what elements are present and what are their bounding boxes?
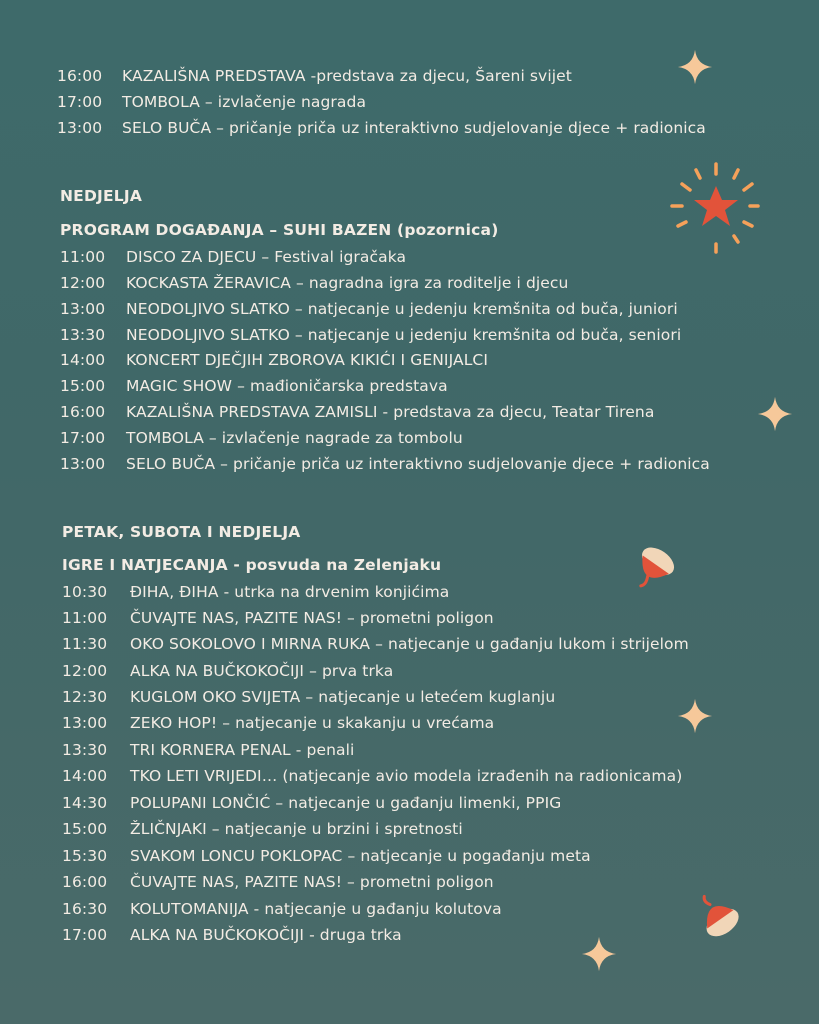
day-heading: NEDJELJA — [60, 187, 143, 205]
event-time: 16:00 — [60, 403, 106, 421]
event-time: 13:00 — [62, 714, 108, 732]
event-time: 12:00 — [60, 274, 106, 292]
event-text: DISCO ZA DJECU – Festival igračaka — [126, 248, 407, 266]
event-text: TRI KORNERA PENAL - penali — [130, 741, 355, 759]
event-text: KAZALIŠNA PREDSTAVA -predstava za djecu, Šareni svijet — [122, 67, 572, 85]
event-time: 17:00 — [57, 93, 103, 111]
burst-star-icon — [662, 160, 770, 264]
event-text: KAZALIŠNA PREDSTAVA ZAMISLI - predstava za djecu, Teatar Tirena — [126, 403, 655, 421]
event-text: TKO LETI VRIJEDI… (natjecanje avio modela izrađenih na radionicama) — [130, 767, 683, 785]
acorn-icon — [692, 888, 744, 944]
event-time: 15:00 — [60, 377, 106, 395]
event-text: KUGLOM OKO SVIJETA – natjecanje u letećem kuglanju — [130, 688, 556, 706]
event-text: ĐIHA, ĐIHA - utrka na drvenim konjićima — [130, 583, 450, 601]
event-time: 13:30 — [62, 741, 108, 759]
event-text: ČUVAJTE NAS, PAZITE NAS! – prometni poligon — [130, 609, 494, 627]
sparkle-icon — [676, 48, 714, 86]
event-text: ALKA NA BUČKOKOČIJI – prva trka — [130, 662, 394, 680]
event-text: SELO BUČA – pričanje priča uz interaktivno sudjelovanje djece + radionica — [122, 119, 706, 137]
sparkle-icon — [676, 697, 714, 735]
event-text: NEODOLJIVO SLATKO – natjecanje u jedenju kremšnita od buča, seniori — [126, 326, 682, 344]
event-time: 16:00 — [62, 873, 108, 891]
event-time: 15:00 — [62, 820, 108, 838]
event-time: 16:30 — [62, 900, 108, 918]
event-time: 12:00 — [62, 662, 108, 680]
event-time: 10:30 — [62, 583, 108, 601]
event-time: 11:00 — [62, 609, 108, 627]
day-heading: PETAK, SUBOTA I NEDJELJA — [62, 523, 301, 541]
event-time: 14:30 — [62, 794, 108, 812]
sparkle-icon — [580, 935, 618, 973]
event-time: 16:00 — [57, 67, 103, 85]
event-time: 13:00 — [60, 455, 106, 473]
event-text: KONCERT DJEČJIH ZBOROVA KIKIĆI I GENIJALCI — [126, 351, 489, 369]
event-time: 12:30 — [62, 688, 108, 706]
event-time: 13:30 — [60, 326, 106, 344]
event-time: 11:00 — [60, 248, 106, 266]
program-subtitle: IGRE I NATJECANJA - posvuda na Zelenjaku — [62, 556, 442, 574]
event-time: 11:30 — [62, 635, 108, 653]
event-text: SELO BUČA – pričanje priča uz interaktivno sudjelovanje djece + radionica — [126, 455, 710, 473]
event-text: ČUVAJTE NAS, PAZITE NAS! – prometni poligon — [130, 873, 494, 891]
event-time: 14:00 — [62, 767, 108, 785]
event-text: KOCKASTA ŽERAVICA – nagradna igra za roditelje i djecu — [126, 274, 569, 292]
event-text: KOLUTOMANIJA - natjecanje u gađanju kolutova — [130, 900, 502, 918]
event-text: MAGIC SHOW – mađioničarska predstava — [126, 377, 448, 395]
event-time: 17:00 — [62, 926, 108, 944]
sparkle-icon — [756, 395, 794, 433]
acorn-icon — [628, 542, 680, 592]
event-text: ALKA NA BUČKOKOČIJI - druga trka — [130, 926, 402, 944]
event-time: 13:00 — [57, 119, 103, 137]
event-text: TOMBOLA – izvlačenje nagrade za tombolu — [126, 429, 463, 447]
event-time: 13:00 — [60, 300, 106, 318]
program-subtitle: PROGRAM DOGAĐANJA – SUHI BAZEN (pozornica) — [60, 221, 499, 239]
event-time: 15:30 — [62, 847, 108, 865]
event-text: ZEKO HOP! – natjecanje u skakanju u vrećama — [130, 714, 495, 732]
event-text: NEODOLJIVO SLATKO – natjecanje u jedenju kremšnita od buča, juniori — [126, 300, 678, 318]
event-text: ŽLIČNJAKI – natjecanje u brzini i spretnosti — [130, 820, 463, 838]
event-text: POLUPANI LONČIĆ – natjecanje u gađanju limenki, PPIG — [130, 794, 562, 812]
event-text: SVAKOM LONCU POKLOPAC – natjecanje u pogađanju meta — [130, 847, 591, 865]
event-time: 14:00 — [60, 351, 106, 369]
event-text: OKO SOKOLOVO I MIRNA RUKA – natjecanje u gađanju lukom i strijelom — [130, 635, 689, 653]
event-time: 17:00 — [60, 429, 106, 447]
event-text: TOMBOLA – izvlačenje nagrada — [122, 93, 367, 111]
